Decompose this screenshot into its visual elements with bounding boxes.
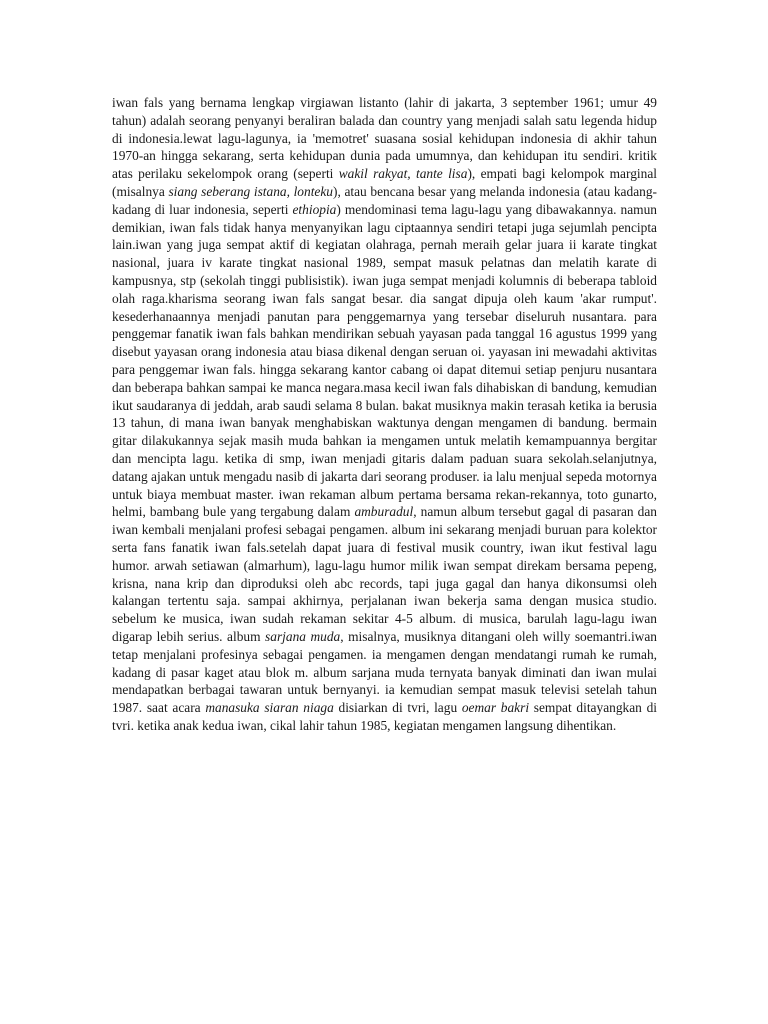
italic-title-text: oemar bakri	[461, 700, 530, 716]
italic-title-text: sarjana muda	[265, 628, 341, 644]
body-text: sempat ditayangkan di tvri. ketika anak kedua iwan, cikal lahir tahun 1985, kegiatan mengamen langsung dihentikan.	[112, 700, 657, 733]
body-text: ), empati bagi kelompok marginal (misalnya	[112, 166, 657, 199]
body-text: disiarkan di tvri, lagu	[333, 700, 462, 716]
body-text: ), atau bencana besar yang melanda indonesia (atau kadang-kadang di luar indonesia, seperti	[112, 183, 657, 217]
italic-title-text: ethiopia	[292, 201, 337, 217]
italic-title-text: wakil rakyat, tante lisa	[338, 166, 468, 182]
italic-title-text: amburadul	[354, 504, 414, 520]
article-body	[112, 94, 657, 735]
body-text: iwan fals yang bernama lengkap virgiawan listanto (lahir di jakarta, 3 september 1961; umur 49 tahun) adalah seorang penyanyi beraliran balada dan country yang menjadi salah satu legenda hidup di indonesia.lewat lagu-lagunya, ia 'memotret' suasana sosial kehidupan indonesia di akhir tahun 1970-an hingga sekarang, serta kehidupan dunia pada umumnya, dan kehidupan itu sendiri. kritik atas perilaku sekelompok orang (seperti	[112, 95, 657, 182]
body-text: , namun album tersebut gagal di pasaran dan iwan kembali menjalani profesi sebagai pengamen. album ini sekarang menjadi buruan para kolektor serta fans fanatik iwan fals.setelah dapat juara di festival musik country, iwan ikut festival lagu humor. arwah setiawan (almarhum), lagu-lagu humor milik iwan sempat direkam bersama pepeng, krisna, nana krip dan diproduksi oleh abc records, tapi juga gagal dan hanya dikonsumsi oleh kalangan tertentu saja. sampai akhirnya, perjalanan iwan bekerja sama dengan musica studio. sebelum ke musica, iwan sudah rekaman sekitar 4-5 album. di musica, barulah lagu-lagu iwan digarap lebih serius. album	[112, 504, 657, 644]
body-text: , misalnya, musiknya ditangani oleh willy soemantri.iwan tetap menjalani profesinya sebagai pengamen. ia mengamen dengan mendatangi rumah ke rumah, kadang di pasar kaget atau blok m. album sarjana muda ternyata banyak diminati dan iwan mulai mendapatkan berbagai tawaran untuk bernyanyi. ia kemudian sempat masuk televisi setelah tahun 1987. saat acara	[112, 628, 657, 716]
italic-title-text: manasuka siaran niaga	[205, 700, 334, 716]
italic-title-text: siang seberang istana, lonteku	[168, 183, 333, 199]
body-text: ) mendominasi tema lagu-lagu yang dibawakannya. namun demikian, iwan fals tidak hanya menyanyikan lagu ciptaannya sendiri tetapi juga sejumlah pencipta lain.iwan yang juga sempat aktif di kegiatan olahraga, pernah meraih gelar juara ii karate tingkat nasional, juara iv karate tingkat nasional 1989, sempat masuk pelatnas dan melatih karate di kampusnya, stp (sekolah tinggi publisistik). iwan juga sempat menjadi kolumnis di beberapa tabloid olah raga.kharisma seorang iwan fals sangat besar. dia sangat dipuja oleh kaum 'akar rumput'. kesederhanaannya menjadi panutan para penggemarnya yang tersebar diseluruh nusantara. para penggemar fanatik iwan fals bahkan mendirikan sebuah yayasan pada tanggal 16 agustus 1999 yang disebut yayasan orang indonesia atau biasa dikenal dengan seruan oi. yayasan ini mewadahi aktivitas para penggemar iwan fals. hingga sekarang kantor cabang oi dapat ditemui setiap penjuru nusantara dan beberapa bahkan sampai ke manca negara.masa kecil iwan fals dihabiskan di bandung, kemudian ikut saudaranya di jeddah, arab saudi selama 8 bulan. bakat musiknya makin terasah ketika ia berusia 13 tahun, di mana iwan banyak menghabiskan waktunya dengan mengamen di bandung. bermain gitar dilakukannya sejak masih muda bahkan ia mengamen untuk melatih kemampuannya bergitar dan mencipta lagu. ketika di smp, iwan menjadi gitaris dalam paduan suara sekolah.selanjutnya, datang ajakan untuk mengadu nasib di jakarta dari seorang produser. ia lalu menjual sepeda motornya untuk biaya membuat master. iwan rekaman album pertama bersama rekan-rekannya, toto gunarto, helmi, bambang bule yang tergabung dalam	[112, 201, 657, 520]
